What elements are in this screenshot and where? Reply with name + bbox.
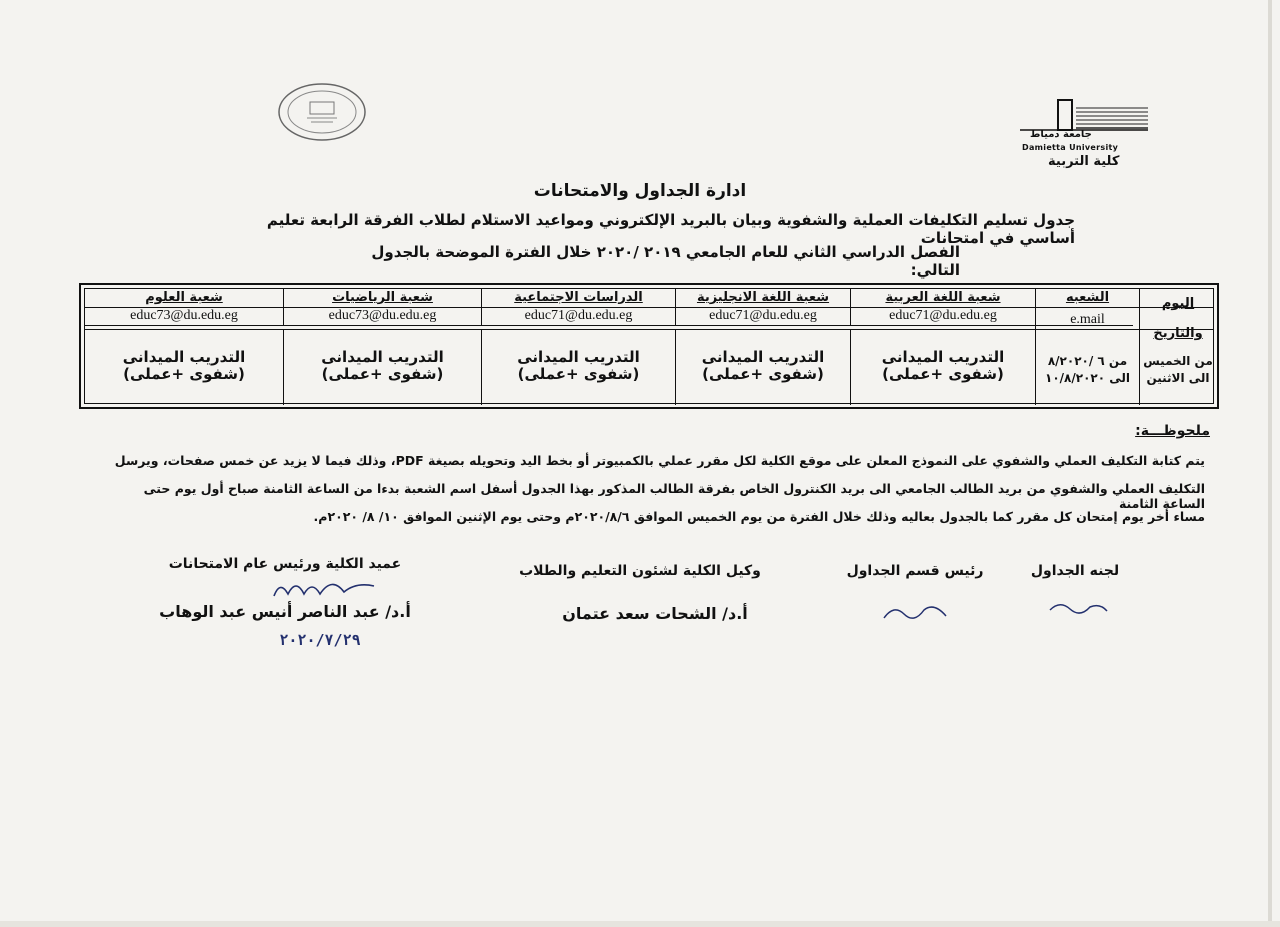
- training-label: التدريب الميدانى: [881, 348, 1005, 366]
- training-type: (شفوى +عملى): [123, 365, 245, 383]
- training-label: التدريب الميدانى: [122, 348, 246, 366]
- day-to: الى الاثنين: [1146, 371, 1210, 385]
- section-header-social: الدراسات الاجتماعية: [481, 289, 675, 307]
- email-english: educ71@du.edu.eg: [675, 307, 850, 325]
- committee-signature-icon: [1045, 595, 1115, 620]
- sig-dean-name: أ.د/ عبد الناصر أنيس عبد الوهاب: [159, 602, 411, 621]
- training-english: [675, 329, 850, 405]
- notes-title: ملحوظـــة:: [1135, 423, 1210, 439]
- sig-committee-title: لجنه الجداول: [1030, 563, 1120, 579]
- head-signature-icon: [880, 598, 960, 628]
- date-to: الى ١٠/٨/٢٠٢٠: [1045, 371, 1130, 385]
- section-header-math: شعبة الرياضيات: [283, 289, 481, 307]
- college-name: كلية التربية: [1048, 154, 1120, 169]
- schedule-table: [79, 283, 1219, 409]
- seal-stamp-icon: [277, 82, 367, 142]
- period-line: الفصل الدراسي الثاني للعام الجامعي ٢٠١٩ /٢٠٢٠ خلال الفترة الموضحة بالجدول التالي:: [371, 243, 960, 279]
- notes-line-1: يتم كتابة التكليف العملي والشفوي على النموذج المعلن على موقع الكلية لكل مقرر عملي بالكمبيوتر أو بخط اليد وتحويله بصيغة PDF، وذلك فيما لا يزيد عن خمس صفحات، ويرسل: [114, 453, 1205, 468]
- university-name-ar: جامعة دمياط: [1030, 129, 1092, 140]
- page-edge-bottom: [0, 921, 1280, 927]
- page-edge: [1268, 0, 1272, 927]
- university-name-en: Damietta University: [1022, 143, 1119, 152]
- notes-line-3: مساء أخر يوم إمتحان كل مقرر كما بالجدول بعاليه وذلك خلال الفترة من يوم الخميس الموافق ٢٠٢٠/٨/٦م وحتى يوم الإثنين الموافق ١٠/ ٨/ ٢٠٢٠م.: [313, 509, 1205, 524]
- date-cell: [1035, 329, 1139, 405]
- building-logo-icon: [1018, 98, 1153, 132]
- email-math: educ73@du.edu.eg: [283, 307, 481, 325]
- day-from: من الخميس: [1143, 354, 1213, 368]
- training-type: (شفوى +عملى): [517, 365, 640, 383]
- sig-dean-title: عميد الكلية ورئيس عام الامتحانات: [168, 556, 402, 572]
- corner-label: اليوم والتاريخ: [1139, 289, 1216, 329]
- sig-head-title: رئيس قسم الجداول: [846, 563, 984, 579]
- page-subtitle: جدول تسليم التكليفات العملية والشفوية وبيان بالبريد الإلكتروني ومواعيد الاستلام لطلاب الفرقة الرابعة تعليم أساسي في امتحانات: [266, 211, 1075, 247]
- email-science: educ73@du.edu.eg: [130, 308, 238, 323]
- day-cell: [1139, 329, 1216, 405]
- dean-signature-icon: [270, 572, 380, 604]
- email-social: educ71@du.edu.eg: [481, 307, 675, 325]
- training-science: [85, 329, 283, 405]
- training-type: (شفوى +عملى): [702, 365, 824, 383]
- email-row-label: e.mail: [1035, 307, 1139, 329]
- handwritten-date: ٢٠٢٠/٧/٢٩: [279, 631, 361, 649]
- university-logo: [1018, 98, 1153, 178]
- section-header-english: شعبة اللغة الانجليزية: [675, 289, 850, 307]
- training-math: [283, 329, 481, 405]
- notes-line-2: التكليف العملي والشفوي من بريد الطالب الجامعي الى بريد الكنترول الخاص بفرقة الطالب المذكور بهذا الجدول أسفل اسم الشعبة بدءا من الساعة الثامنة صباح أول يوم حتى الساعة الثامنة: [143, 481, 1205, 511]
- training-label: التدريب الميدانى: [321, 348, 444, 366]
- sig-vice-name: أ.د/ الشحات سعد عتمان: [562, 604, 748, 623]
- training-social: [481, 329, 675, 405]
- training-label: التدريب الميدانى: [517, 348, 640, 366]
- section-header-arabic: شعبة اللغة العربية: [850, 289, 1035, 307]
- training-label: التدريب الميدانى: [701, 348, 825, 366]
- training-type: (شفوى +عملى): [321, 365, 444, 383]
- date-from: من ٦ /٨/٢٠٢٠: [1047, 354, 1128, 368]
- training-arabic: [850, 329, 1035, 405]
- sig-vice-title: وكيل الكلية لشئون التعليم والطلاب: [519, 563, 761, 579]
- official-seal: [277, 82, 367, 142]
- training-type: (شفوى +عملى): [882, 365, 1004, 383]
- email-arabic: educ71@du.edu.eg: [850, 307, 1035, 325]
- page-title: ادارة الجداول والامتحانات: [533, 181, 747, 201]
- section-row-label: الشعبه: [1035, 289, 1139, 307]
- section-header-science: شعبة العلوم: [145, 290, 223, 305]
